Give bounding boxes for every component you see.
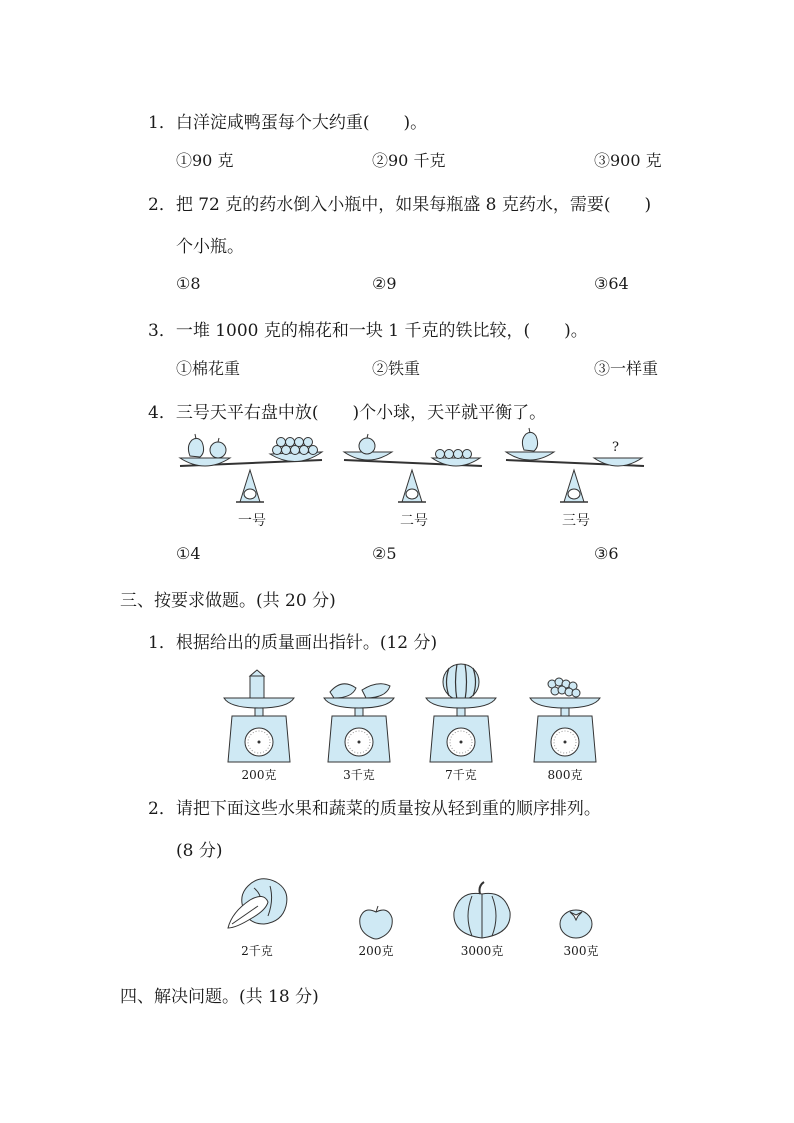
apple-illustration — [356, 904, 396, 940]
balance-1-illustration — [178, 430, 328, 510]
scale-4-label: 800克 — [547, 768, 583, 782]
scale-grapes-illustration — [528, 672, 602, 764]
balance-1-label: 一号 — [238, 513, 266, 529]
q2-text-line2: 个小瓶。 — [176, 237, 244, 257]
item-1-label: 2千克 — [241, 944, 273, 958]
q3-option-a: ①棉花重 — [176, 359, 241, 378]
q2-text-line1: 2．把 72 克的药水倒入小瓶中，如果每瓶盛 8 克药水，需要( ) — [148, 195, 652, 215]
q1-option-b: ②90 千克 — [372, 151, 446, 170]
scale-eggplant-illustration — [322, 672, 396, 764]
q1-option-a: ①90 克 — [176, 151, 234, 170]
balance-3-illustration — [504, 430, 654, 510]
scale-2-label: 3千克 — [343, 768, 375, 782]
item-2-label: 200克 — [358, 944, 394, 958]
scale-milk-illustration — [222, 672, 296, 764]
q3-text: 3．一堆 1000 克的棉花和一块 1 千克的铁比较，( )。 — [148, 321, 588, 341]
q2-option-c: ③64 — [594, 274, 629, 293]
item-4-label: 300克 — [563, 944, 599, 958]
q4-option-a: ①4 — [176, 544, 201, 563]
balance-2-illustration — [342, 430, 492, 510]
scale-watermelon-illustration — [424, 660, 498, 764]
pumpkin-illustration — [450, 880, 514, 940]
scale-3-label: 7千克 — [445, 768, 477, 782]
q4-option-c: ③6 — [594, 544, 619, 563]
balance-3-label: 三号 — [562, 513, 590, 529]
q3-option-c: ③一样重 — [594, 359, 659, 378]
cabbage-radish-illustration — [224, 876, 294, 936]
s3-q1-text: 1．根据给出的质量画出指针。(12 分) — [148, 633, 438, 653]
q4-option-b: ②5 — [372, 544, 397, 563]
s3-q2-text-line2: (8 分) — [176, 841, 223, 861]
section-3-title: 三、按要求做题。(共 20 分) — [120, 591, 336, 611]
q3-option-b: ②铁重 — [372, 359, 421, 378]
scale-1-label: 200克 — [241, 768, 277, 782]
item-3-label: 3000克 — [460, 944, 504, 958]
unknown-mark: ? — [612, 440, 619, 455]
s3-q2-text-line1: 2．请把下面这些水果和蔬菜的质量按从轻到重的顺序排列。 — [148, 799, 601, 819]
q2-option-a: ①8 — [176, 274, 201, 293]
tomato-illustration — [558, 906, 594, 940]
q1-option-c: ③900 克 — [594, 151, 662, 170]
q4-text: 4．三号天平右盘中放( )个小球，天平就平衡了。 — [148, 403, 547, 423]
q1-text: 1．白洋淀咸鸭蛋每个大约重( )。 — [148, 113, 428, 133]
balance-2-label: 二号 — [400, 513, 428, 529]
q2-option-b: ②9 — [372, 274, 397, 293]
section-4-title: 四、解决问题。(共 18 分) — [120, 987, 319, 1007]
